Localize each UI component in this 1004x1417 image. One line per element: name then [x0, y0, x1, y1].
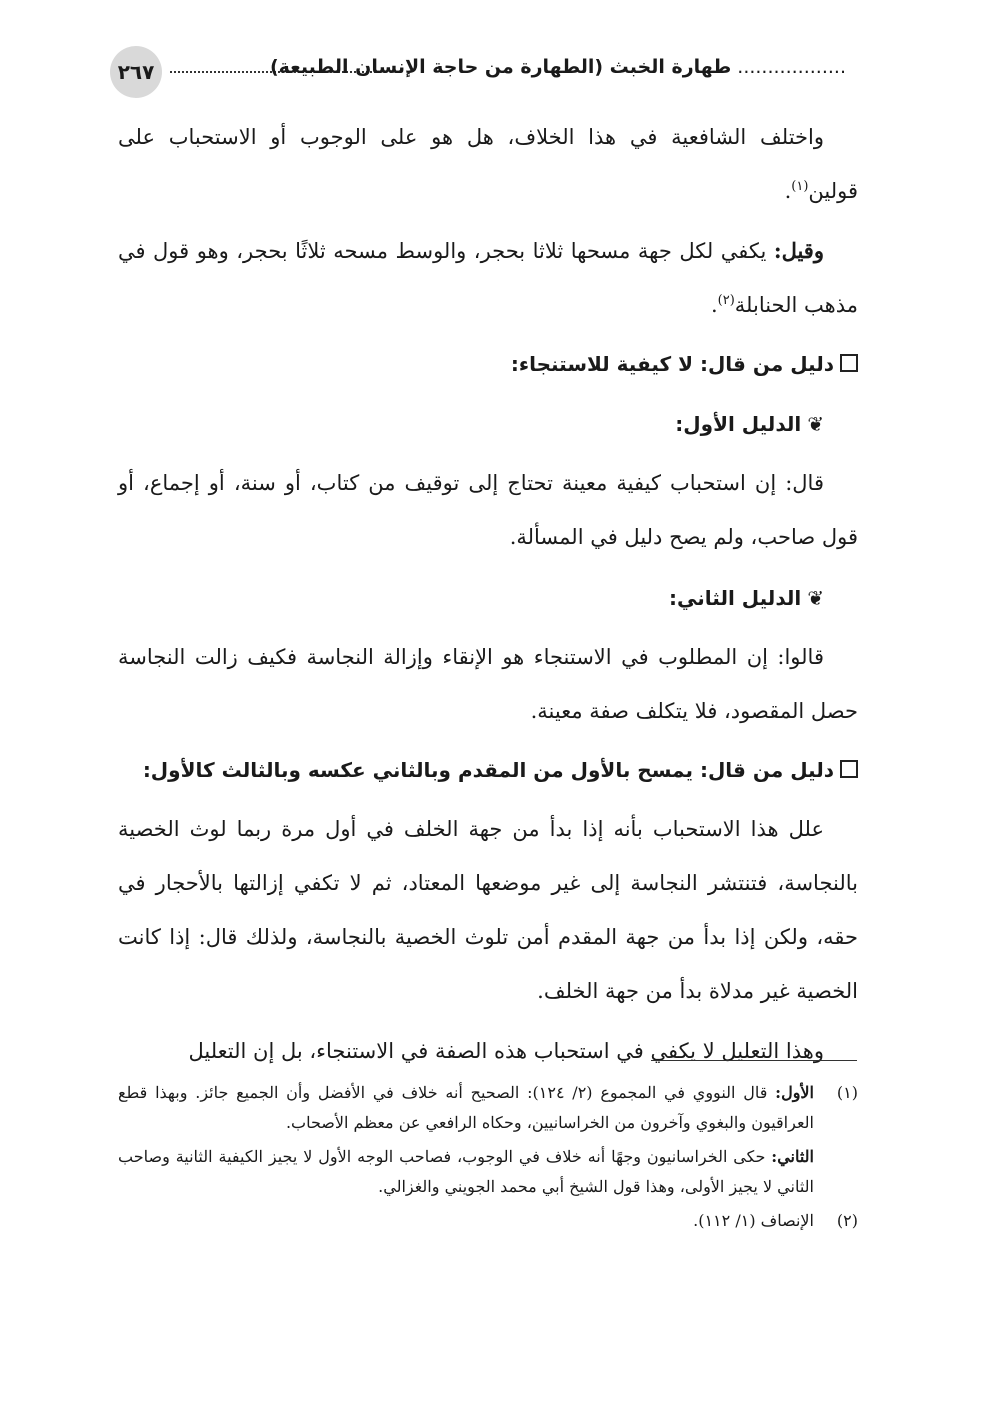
paragraph-4: قالوا: إن المطلوب في الاستنجاء هو الإنقاء وإزالة النجاسة فكيف زالت النجاسة حصل المقصود، فلا يتكلف صفة معينة. [118, 645, 858, 723]
checkbox-square-icon [840, 760, 858, 778]
footnote-separator [651, 1060, 857, 1061]
header-title [270, 56, 846, 78]
checkbox-square-icon [840, 354, 858, 372]
paragraph-2-lead: وقيل: [773, 238, 824, 263]
header-title-dots: .................. [731, 56, 846, 78]
footnote-1-lead: الأول: [775, 1083, 814, 1102]
sub-heading-2 [118, 570, 858, 626]
paragraph-1-text: واختلف الشافعية في هذا الخلاف، هل هو على الوجوب أو الاستحباب على قولين [118, 125, 858, 203]
sub-heading-1-text: الدليل الأول: [675, 412, 802, 436]
paragraph-2-end: . [710, 293, 718, 317]
footnote-1-text: قال النووي في المجموع (٢/ ١٢٤): الصحيح أنه خلاف في الأفضل وأن الجميع جائز. وبهذا قطع العراقيون والبغوي وآخرون من الخراسانيين، وحكاه الرافعي عن معظم الأصحاب. [118, 1083, 814, 1132]
footnote-ref-2[interactable]: (٢) [717, 293, 735, 308]
footnote-1-continued [118, 1142, 858, 1202]
footnote-1b-lead: الثاني: [771, 1147, 814, 1166]
main-text [118, 110, 858, 1084]
paragraph-1-end: . [784, 179, 792, 203]
leaf-ornament-icon: ❦ [807, 586, 824, 610]
leaf-ornament-icon: ❦ [807, 412, 824, 436]
paragraph-3: قال: إن استحباب كيفية معينة تحتاج إلى توقيف من كتاب، أو سنة، أو إجماع، أو قول صاحب، ولم يصح دليل في المسألة. [118, 471, 858, 549]
section-heading-2-text: دليل من قال: يمسح بالأول من المقدم وبالثاني عكسه وبالثالث كالأول: [142, 758, 834, 782]
paragraph-5: علل هذا الاستحباب بأنه إذا بدأ من جهة الخلف في أول مرة ربما لوث الخصية بالنجاسة، فتنتشر النجاسة إلى غير موضعها المعتاد، ثم لا تكفي إزالتها بالأحجار في حقه، ولكن إذا بدأ من جهة المقدم أمن تلوث الخصية بالنجاسة، ولذلك قال: إذا كانت الخصية غير مدلاة بدأ من جهة الخلف. [118, 817, 858, 1003]
paragraph-2 [118, 224, 858, 332]
footnote-2-text: الإنصاف (١/ ١١٢). [693, 1211, 814, 1230]
section-heading-1 [118, 338, 858, 390]
paragraph-6: وهذا التعليل لا يكفي في استحباب هذه الصفة في الاستنجاء، بل إن التعليل [188, 1039, 824, 1063]
footnote-1 [118, 1078, 858, 1138]
footnotes [118, 1078, 858, 1240]
footnote-1-number: (١) [836, 1083, 858, 1102]
sub-heading-1 [118, 396, 858, 452]
section-heading-2 [118, 744, 858, 796]
footnote-2-number: (٢) [836, 1211, 858, 1230]
section-heading-1-text: دليل من قال: لا كيفية للاستنجاء: [510, 352, 834, 376]
sub-heading-2-text: الدليل الثاني: [669, 586, 802, 610]
page-number: ٢٦٧ [110, 46, 162, 98]
paragraph-2-text: يكفي لكل جهة مسحها ثلاثا بحجر، والوسط مسحه ثلاثًا بحجر، وهو قول في مذهب الحنابلة [118, 239, 858, 317]
footnote-ref-1[interactable]: (١) [791, 179, 809, 194]
footnote-1b-text: حكى الخراسانيون وجهًا أنه خلاف في الوجوب، فصاحب الوجه الأول لا يجيز الكيفية الثانية وصاحب الثاني لا يجيز الأولى، وهذا قول الشيخ أبي محمد الجويني والغزالي. [118, 1147, 814, 1196]
footnote-2 [118, 1206, 858, 1236]
header-title-text: طهارة الخبث (الطهارة من حاجة الإنسان الطبيعة) [269, 56, 732, 78]
running-header [110, 46, 846, 98]
paragraph-1 [118, 110, 858, 218]
